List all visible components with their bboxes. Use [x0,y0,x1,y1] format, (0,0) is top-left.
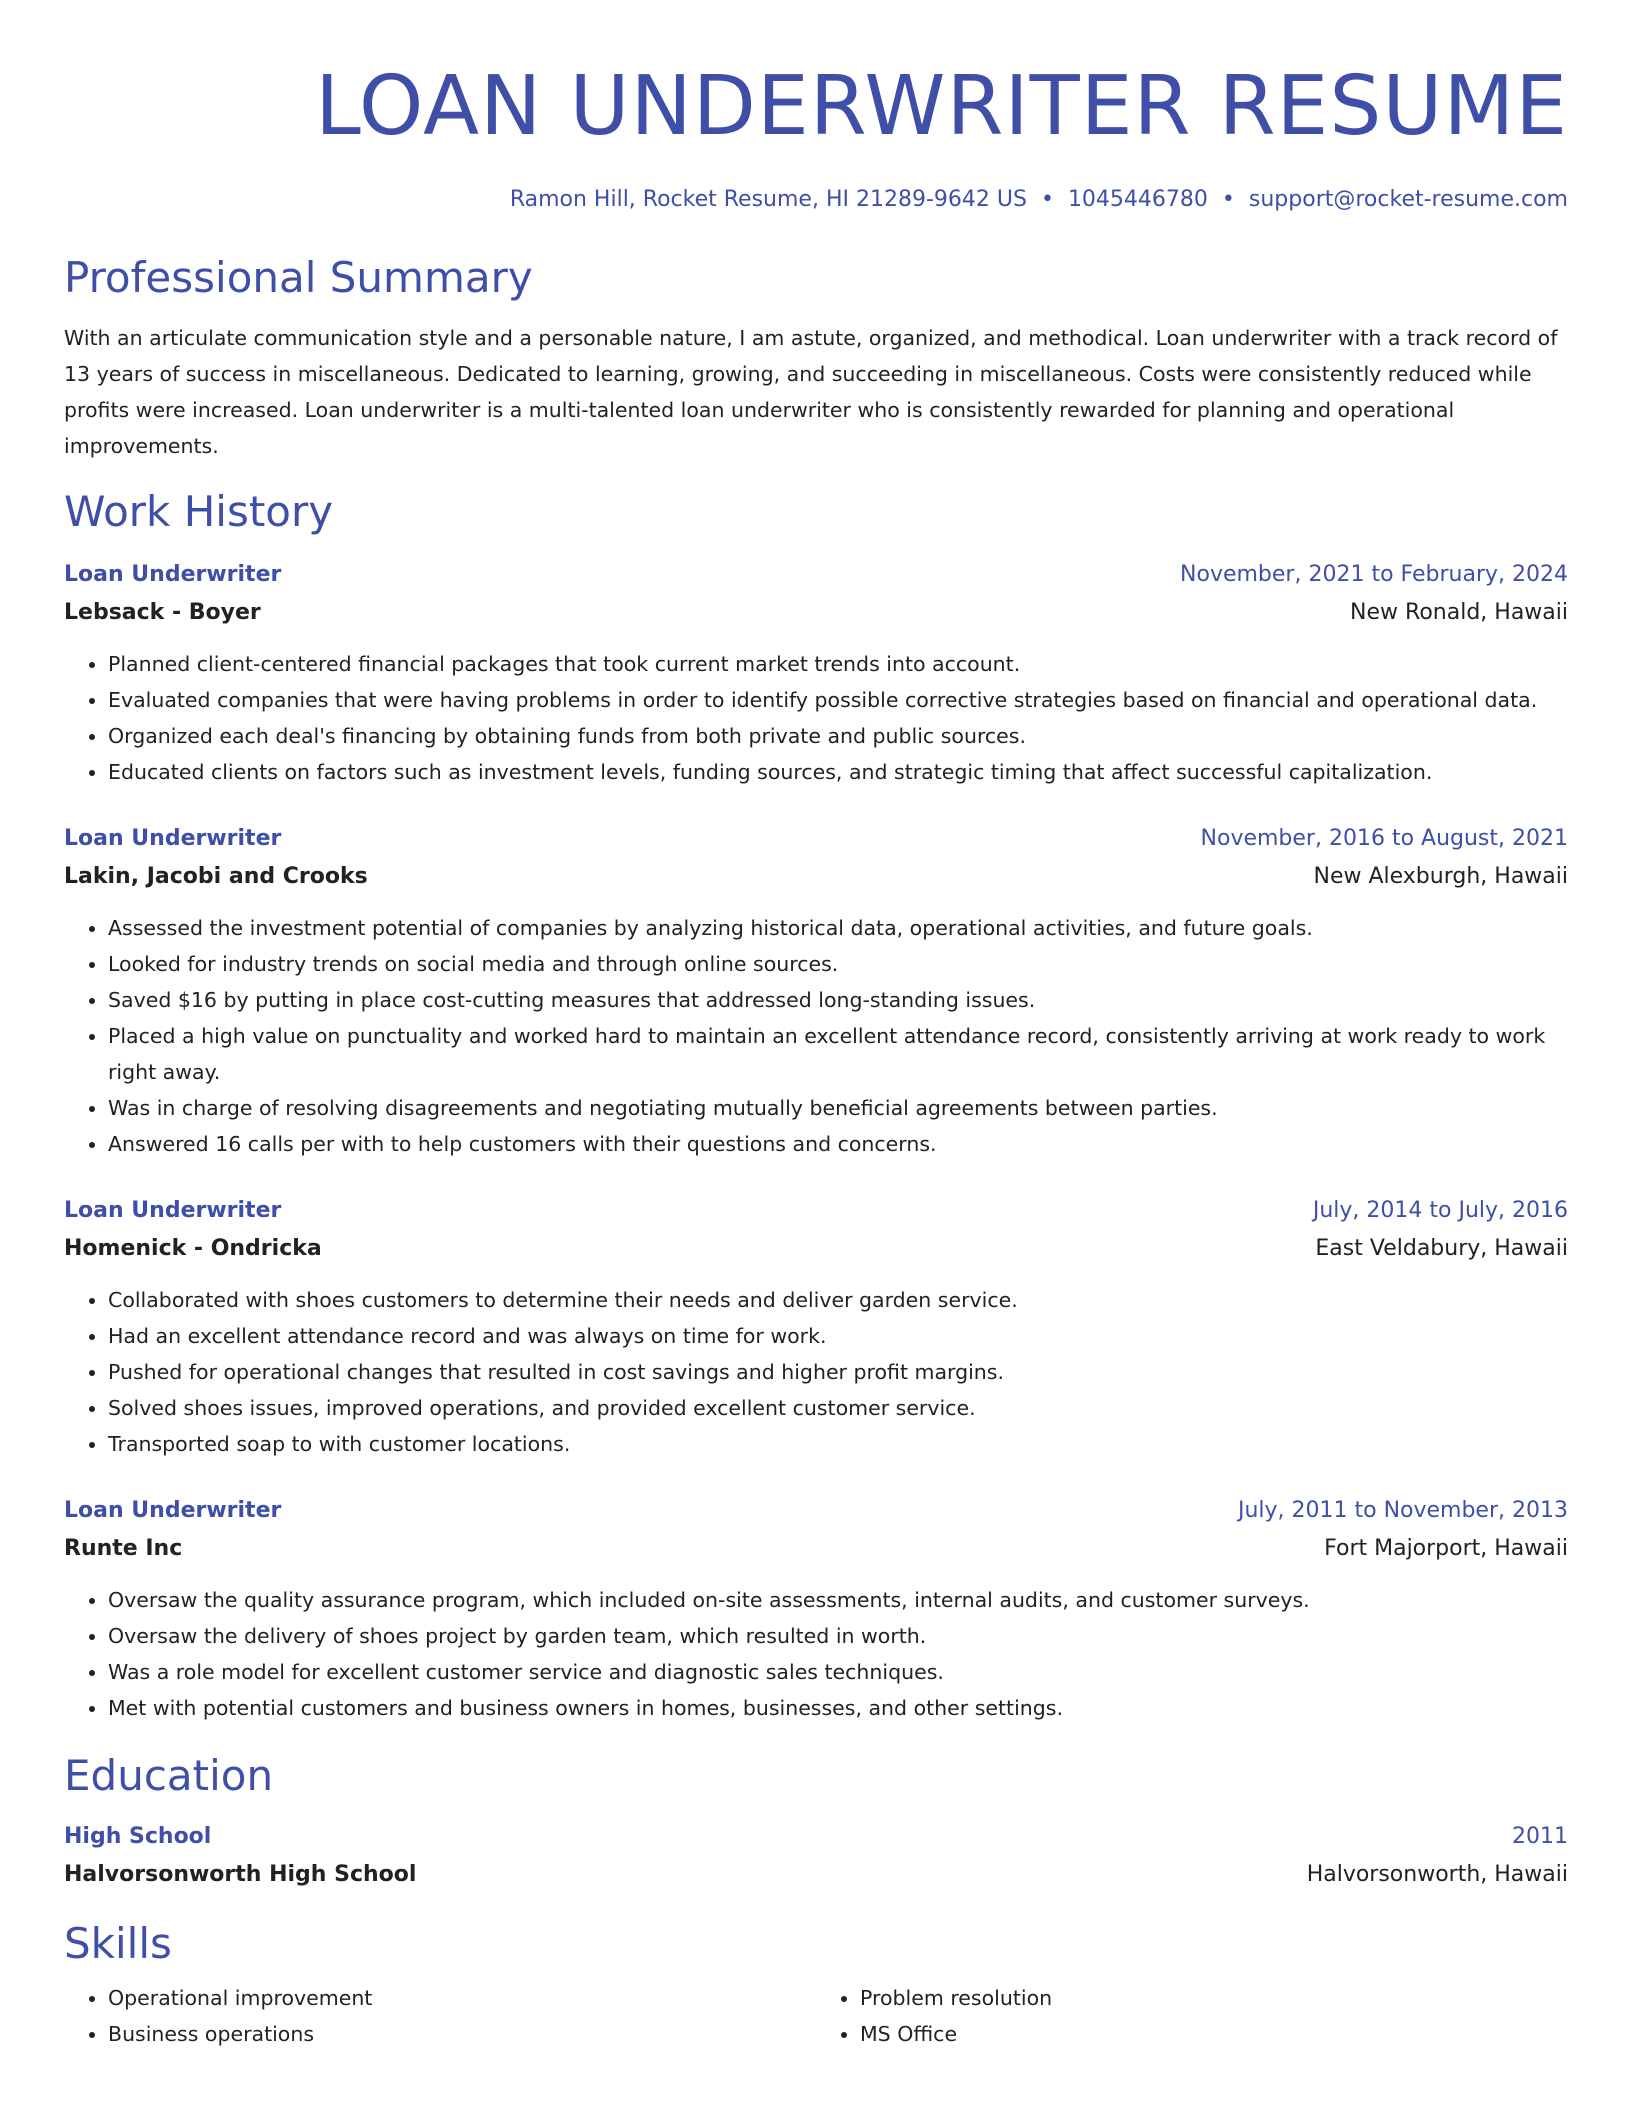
contact-phone: 1045446780 [1067,187,1208,212]
job-bullets [64,910,1568,1162]
job-entry [64,1192,1568,1462]
job-company-row [64,594,1568,632]
list-item: • Oversaw the quality assurance program, which included on-site assessments, internal audits, and customer surveys. [108,1582,1568,1618]
job-dates: November, 2016 to August, 2021 [1200,826,1568,851]
job-title-row [64,556,1568,594]
job-company-row [64,1230,1568,1268]
skill-item: • Problem resolution [860,1980,1568,2016]
contact-address: Ramon Hill, Rocket Resume, HI 21289-9642 US [509,187,1027,212]
job-title-row [64,1492,1568,1530]
job-company-row [64,858,1568,896]
skill-item: • Operational improvement [108,1980,816,2016]
education-heading: Education [64,1751,274,1800]
job-entry [64,1492,1568,1726]
job-dates: November, 2021 to February, 2024 [1180,562,1568,587]
skills-column-left [64,1980,816,2052]
education-school-row [64,1856,1568,1894]
list-item: • Answered 16 calls per with to help customers with their questions and concerns. [108,1126,1568,1162]
list-item: • Collaborated with shoes customers to determine their needs and deliver garden service. [108,1282,1568,1318]
list-item: • Pushed for operational changes that resulted in cost savings and higher profit margins. [108,1354,1568,1390]
education-entry [64,1818,1568,1894]
job-entry [64,556,1568,790]
list-item: • Had an excellent attendance record and was always on time for work. [108,1318,1568,1354]
list-item: • Was in charge of resolving disagreements and negotiating mutually beneficial agreements between parties. [108,1090,1568,1126]
education-degree: High School [64,1824,212,1849]
education-location: Halvorsonworth, Hawaii [1306,1862,1568,1887]
job-company: Lebsack - Boyer [64,600,261,625]
list-item: • Planned client-centered financial packages that took current market trends into account. [108,646,1568,682]
job-dates: July, 2014 to July, 2016 [1312,1198,1568,1223]
job-location: East Veldabury, Hawaii [1315,1236,1568,1261]
list-item: • Oversaw the delivery of shoes project by garden team, which resulted in worth. [108,1618,1568,1654]
job-location: Fort Majorport, Hawaii [1324,1536,1568,1561]
list-item: • Looked for industry trends on social media and through online sources. [108,946,1568,982]
skills-heading: Skills [64,1919,172,1968]
skills-column-right [816,1980,1568,2052]
job-dates: July, 2011 to November, 2013 [1237,1498,1568,1523]
education-year: 2011 [1512,1824,1568,1849]
list-item: • Evaluated companies that were having problems in order to identify possible corrective strategies based on financial and operational data. [108,682,1568,718]
job-company-row [64,1530,1568,1568]
separator-dot: • [1040,187,1054,212]
list-item: • Saved $16 by putting in place cost-cutting measures that addressed long-standing issues. [108,982,1568,1018]
job-title: Loan Underwriter [64,826,282,851]
resume-title: LOAN UNDERWRITER RESUME [315,59,1568,154]
summary-heading: Professional Summary [64,253,533,302]
job-bullets [64,1582,1568,1726]
skill-item: • Business operations [108,2016,816,2052]
contact-email: support@rocket-resume.com [1248,187,1568,212]
skills-list [64,1980,1568,2052]
list-item: • Transported soap to with customer locations. [108,1426,1568,1462]
list-item: • Solved shoes issues, improved operations, and provided excellent customer service. [108,1390,1568,1426]
education-degree-row [64,1818,1568,1856]
list-item: • Organized each deal's financing by obtaining funds from both private and public sources. [108,718,1568,754]
job-company: Lakin, Jacobi and Crooks [64,864,368,889]
list-item: • Assessed the investment potential of companies by analyzing historical data, operational activities, and future goals. [108,910,1568,946]
job-title-row [64,820,1568,858]
job-entry [64,820,1568,1162]
list-item: • Was a role model for excellent customer service and diagnostic sales techniques. [108,1654,1568,1690]
contact-line [64,182,1568,218]
resume-page [64,0,1568,2052]
job-bullets [64,646,1568,790]
summary-text: With an articulate communication style and a personable nature, I am astute, organized, and methodical. Loan underwriter with a track record of 13 years of success in miscellaneous. Dedicated to learning, growing, and succeeding in miscellaneous. Costs were consistently reduced while profits were increased. Loan underwriter is a multi-talented loan underwriter who is consistently rewarded for planning and operational improvements. [64,326,1558,458]
job-title: Loan Underwriter [64,562,282,587]
job-location: New Alexburgh, Hawaii [1313,864,1568,889]
list-item: • Met with potential customers and business owners in homes, businesses, and other settings. [108,1690,1568,1726]
skill-item: • MS Office [860,2016,1568,2052]
job-title: Loan Underwriter [64,1198,282,1223]
job-bullets [64,1282,1568,1462]
education-school: Halvorsonworth High School [64,1862,417,1887]
job-title-row [64,1192,1568,1230]
list-item: • Placed a high value on punctuality and worked hard to maintain an excellent attendance record, consistently arriving at work ready to work right away. [108,1018,1568,1090]
job-company: Runte Inc [64,1536,183,1561]
job-title: Loan Underwriter [64,1498,282,1523]
job-location: New Ronald, Hawaii [1350,600,1568,625]
work-history-heading: Work History [64,487,334,536]
list-item: • Educated clients on factors such as investment levels, funding sources, and strategic timing that affect successful capitalization. [108,754,1568,790]
separator-dot: • [1221,187,1235,212]
job-company: Homenick - Ondricka [64,1236,322,1261]
